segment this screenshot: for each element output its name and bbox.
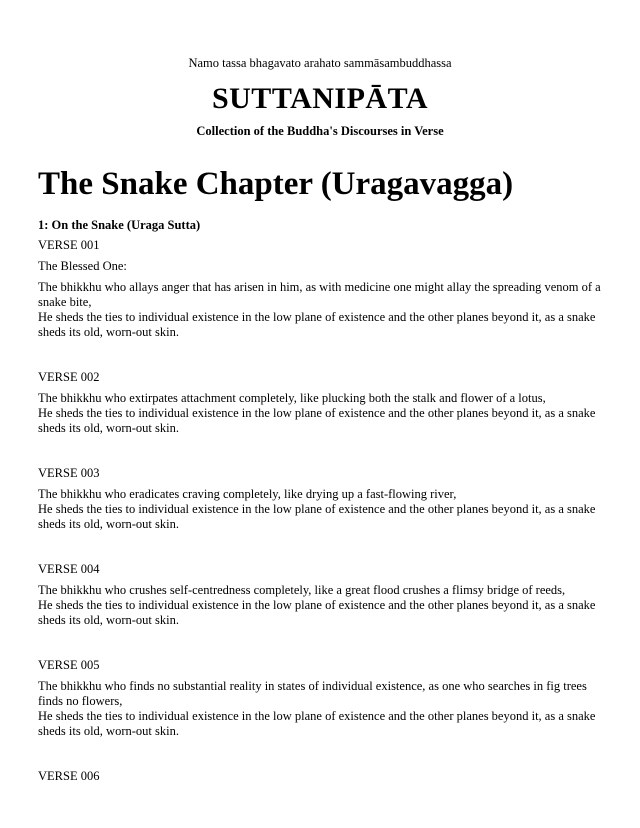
verse-block	[38, 370, 602, 436]
verse-line: The bhikkhu who extirpates attachment completely, like plucking both the stalk and flower of a lotus,	[38, 391, 546, 405]
verse-block	[38, 238, 602, 340]
invocation-line: Namo tassa bhagavato arahato sammāsambuddhassa	[188, 56, 452, 70]
verse-block	[38, 769, 602, 784]
verses-content	[38, 238, 602, 790]
verse-block	[38, 466, 602, 532]
verse-label: VERSE 004	[38, 562, 100, 576]
verse-refrain: He sheds the ties to individual existence in the low plane of existence and the other planes beyond it, as a snake sheds its old, worn-out skin.	[38, 598, 596, 627]
book-title: SUTTANIPĀTA	[211, 82, 429, 115]
verse-line: The bhikkhu who allays anger that has arisen in him, as with medicine one might allay the spreading venom of a snake bite,	[38, 280, 601, 309]
verse-refrain: He sheds the ties to individual existence in the low plane of existence and the other planes beyond it, as a snake sheds its old, worn-out skin.	[38, 709, 596, 738]
verse-block	[38, 562, 602, 628]
book-subtitle: Collection of the Buddha's Discourses in Verse	[196, 124, 444, 138]
verse-line: The bhikkhu who finds no substantial reality in states of individual existence, as one who searches in fig trees finds no flowers,	[38, 679, 587, 708]
verse-label: VERSE 005	[38, 658, 100, 672]
verse-label: VERSE 003	[38, 466, 100, 480]
verse-label: VERSE 006	[38, 769, 100, 783]
verse-refrain: He sheds the ties to individual existence in the low plane of existence and the other planes beyond it, as a snake sheds its old, worn-out skin.	[38, 406, 596, 435]
verse-label: VERSE 001	[38, 238, 100, 252]
verse-block	[38, 658, 602, 739]
sutta-heading: 1: On the Snake (Uraga Sutta)	[38, 218, 201, 232]
chapter-heading: The Snake Chapter (Uragavagga)	[38, 166, 514, 202]
verse-refrain: He sheds the ties to individual existence in the low plane of existence and the other planes beyond it, as a snake sheds its old, worn-out skin.	[38, 310, 596, 339]
verse-line: The bhikkhu who crushes self-centredness completely, like a great flood crushes a flimsy bridge of reeds,	[38, 583, 566, 597]
verse-label: VERSE 002	[38, 370, 100, 384]
verse-speaker: The Blessed One:	[38, 259, 127, 273]
verse-line: The bhikkhu who eradicates craving completely, like drying up a fast-flowing river,	[38, 487, 457, 501]
verse-refrain: He sheds the ties to individual existence in the low plane of existence and the other planes beyond it, as a snake sheds its old, worn-out skin.	[38, 502, 596, 531]
